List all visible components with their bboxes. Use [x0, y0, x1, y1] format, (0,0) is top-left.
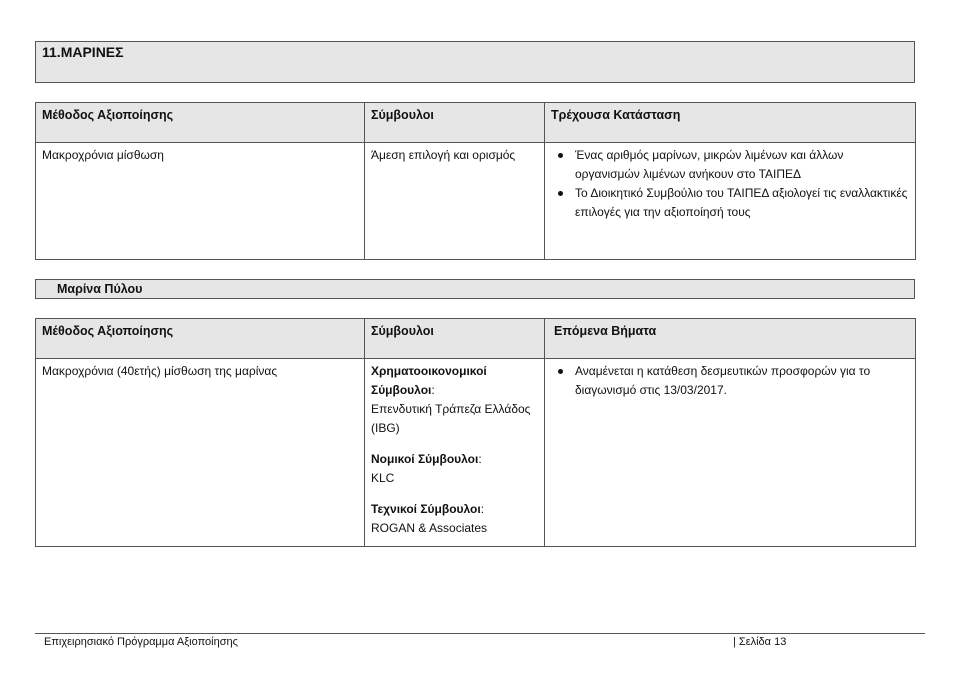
header-next-steps: Επόμενα Βήματα [545, 319, 916, 359]
header-method: Μέθοδος Αξιοποίησης [36, 319, 365, 359]
next-step-bullet: Αναμένεται η κατάθεση δεσμευτικών προσφορών για το διαγωνισμό στις 13/03/2017. [575, 362, 909, 400]
advisors-cell [365, 359, 545, 547]
subsection-title: Μαρίνα Πύλου [35, 279, 915, 299]
financial-advisor [371, 362, 538, 438]
header-advisors: Σύμβουλοι [365, 319, 545, 359]
footer-divider [35, 633, 925, 634]
next-steps-list [551, 362, 909, 400]
status-list [551, 146, 909, 222]
header-current-status: Τρέχουσα Κατάσταση [545, 103, 916, 143]
advisor-name: ROGAN & Associates [371, 521, 488, 535]
section-title: 11.ΜΑΡΙΝΕΣ [35, 41, 915, 83]
advisor-colon: : [478, 452, 482, 466]
header-method: Μέθοδος Αξιοποίησης [36, 103, 365, 143]
footer-document-title: Επιχειρησιακό Πρόγραμμα Αξιοποίησης [44, 636, 238, 648]
method-cell: Μακροχρόνια μίσθωση [36, 143, 365, 260]
advisor-role: Νομικοί Σύμβουλοι [371, 452, 479, 466]
legal-advisor [371, 450, 538, 488]
advisor-role: Τεχνικοί Σύμβουλοι [371, 502, 481, 516]
advisor-colon: : [480, 502, 485, 516]
table-row [36, 143, 916, 260]
next-steps-cell [545, 359, 916, 547]
table-row [36, 359, 916, 547]
status-bullet-1: Ένας αριθμός μαρίνων, μικρών λιμένων και άλλων οργανισμών λιμένων ανήκουν στο ΤΑΙΠΕΔ [575, 146, 909, 184]
advisor-name: Επενδυτική Τράπεζα Ελλάδος (IBG) [371, 402, 531, 435]
status-cell [545, 143, 916, 260]
advisors-cell: Άμεση επιλογή και ορισμός [365, 143, 545, 260]
status-bullet-2: Το Διοικητικό Συμβούλιο του ΤΑΙΠΕΔ αξιολογεί τις εναλλακτικές επιλογές για την αξιοποίησή τους [575, 184, 909, 222]
advisor-name: KLC [371, 471, 395, 485]
table-header-row [36, 319, 916, 359]
advisor-role: Χρηματοοικονομικοί Σύμβουλοι [371, 364, 487, 397]
advisor-colon: : [431, 383, 435, 397]
footer-page-number: | Σελίδα 13 [733, 636, 787, 648]
header-advisors: Σύμβουλοι [365, 103, 545, 143]
marinas-overview-table [35, 102, 916, 260]
pylos-marina-table [35, 318, 916, 547]
technical-advisor [371, 500, 538, 538]
method-cell: Μακροχρόνια (40ετής) μίσθωση της μαρίνας [36, 359, 365, 547]
table-header-row [36, 103, 916, 143]
